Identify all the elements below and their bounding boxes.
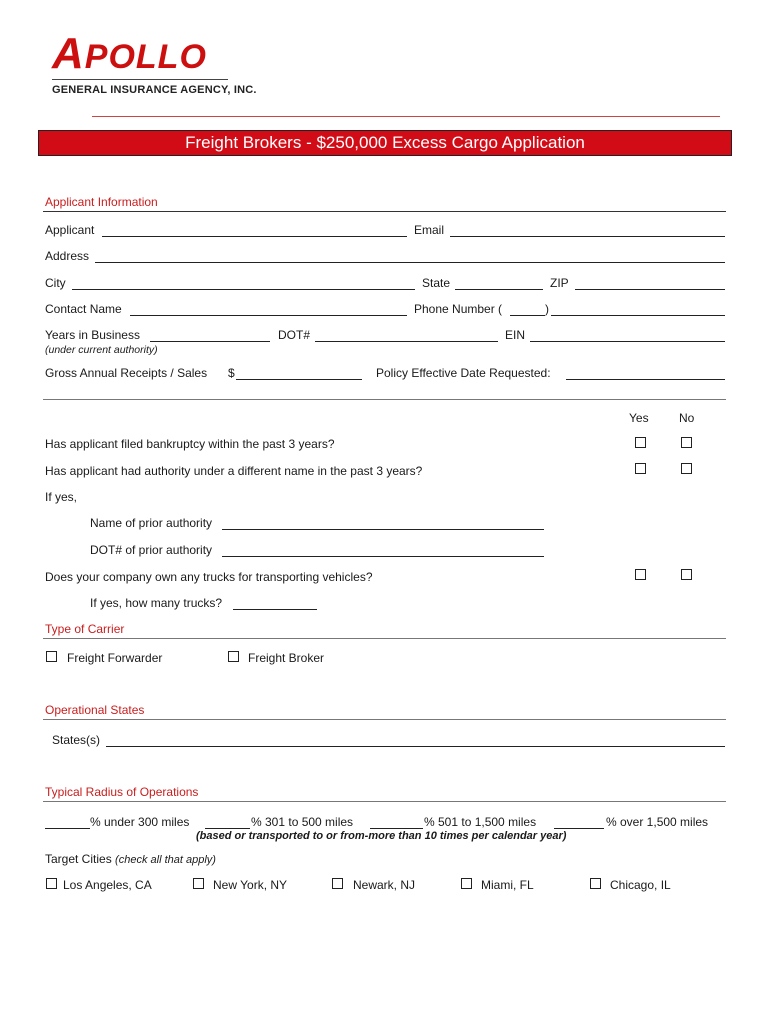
- city-newark-checkbox[interactable]: [332, 878, 343, 889]
- dot-field[interactable]: [315, 341, 498, 342]
- contact-name-field[interactable]: [130, 315, 407, 316]
- logo-subtitle: GENERAL INSURANCE AGENCY, INC.: [52, 84, 257, 96]
- section-rule: [43, 801, 726, 802]
- city-new-york-label: New York, NY: [213, 878, 288, 892]
- own-trucks-no-checkbox[interactable]: [681, 569, 692, 580]
- gross-receipts-label: Gross Annual Receipts / Sales: [45, 366, 208, 380]
- address-field[interactable]: [95, 262, 725, 263]
- r501-1500-label: % 501 to 1,500 miles: [424, 815, 537, 829]
- over-1500-label: % over 1,500 miles: [606, 815, 709, 829]
- freight-forwarder-label: Freight Forwarder: [67, 651, 163, 665]
- section-applicant-information: Applicant Information: [45, 195, 158, 209]
- other-name-no-checkbox[interactable]: [681, 463, 692, 474]
- section-rule: [43, 719, 726, 720]
- contact-name-label: Contact Name: [45, 302, 122, 316]
- under-authority-note: (under current authority): [45, 344, 158, 356]
- city-miami-label: Miami, FL: [481, 878, 534, 892]
- section-rule: [43, 638, 726, 639]
- ein-field[interactable]: [530, 341, 725, 342]
- prior-dot-label: DOT# of prior authority: [90, 543, 213, 557]
- how-many-trucks-field[interactable]: [233, 609, 317, 610]
- city-field[interactable]: [72, 289, 415, 290]
- city-new-york-checkbox[interactable]: [193, 878, 204, 889]
- dot-label: DOT#: [278, 328, 311, 342]
- city-label: City: [45, 276, 66, 290]
- city-chicago-checkbox[interactable]: [590, 878, 601, 889]
- freight-forwarder-checkbox[interactable]: [46, 651, 57, 662]
- no-column-header: No: [679, 411, 695, 425]
- form-title: Freight Brokers - $250,000 Excess Cargo Application: [185, 133, 585, 152]
- over-1500-field[interactable]: [554, 828, 604, 829]
- other-name-yes-checkbox[interactable]: [635, 463, 646, 474]
- phone-area-code-field[interactable]: [510, 315, 545, 316]
- zip-label: ZIP: [550, 276, 569, 290]
- city-miami-checkbox[interactable]: [461, 878, 472, 889]
- how-many-trucks-label: If yes, how many trucks?: [90, 596, 223, 610]
- email-field[interactable]: [450, 236, 725, 237]
- city-los-angeles-label: Los Angeles, CA: [63, 878, 152, 892]
- prior-name-field[interactable]: [222, 529, 544, 530]
- logo-first-letter: A: [52, 29, 85, 78]
- own-trucks-yes-checkbox[interactable]: [635, 569, 646, 580]
- apollo-logo: [52, 29, 207, 78]
- logo-rule: [52, 79, 228, 80]
- policy-date-field[interactable]: [566, 379, 725, 380]
- section-type-of-carrier: Type of Carrier: [45, 622, 125, 636]
- r301-500-label: % 301 to 500 miles: [251, 815, 354, 829]
- years-in-business-field[interactable]: [150, 341, 270, 342]
- under-300-field[interactable]: [45, 828, 90, 829]
- bankruptcy-question: Has applicant filed bankruptcy within the past 3 years?: [45, 437, 335, 451]
- r501-1500-field[interactable]: [370, 828, 423, 829]
- phone-label: Phone Number (: [414, 302, 503, 316]
- prior-name-label: Name of prior authority: [90, 516, 213, 530]
- gross-receipts-field[interactable]: [236, 379, 362, 380]
- phone-close-paren: ): [545, 302, 549, 316]
- city-chicago-label: Chicago, IL: [610, 878, 671, 892]
- applicant-label: Applicant: [45, 223, 95, 237]
- ein-label: EIN: [505, 328, 526, 342]
- under-300-label: % under 300 miles: [90, 815, 190, 829]
- check-all-note: (check all that apply): [115, 854, 216, 866]
- logo-rest: POLLO: [84, 38, 207, 76]
- prior-dot-field[interactable]: [222, 556, 544, 557]
- section-rule: [43, 399, 726, 400]
- states-field[interactable]: [106, 746, 725, 747]
- states-label: States(s): [52, 733, 101, 747]
- city-newark-label: Newark, NJ: [353, 878, 416, 892]
- phone-number-field[interactable]: [551, 315, 725, 316]
- target-cities-text: Target Cities: [45, 852, 112, 866]
- if-yes-label: If yes,: [45, 490, 78, 504]
- years-in-business-label: Years in Business: [45, 328, 140, 342]
- state-field[interactable]: [455, 289, 543, 290]
- section-typical-radius: Typical Radius of Operations: [45, 785, 199, 799]
- radius-note: (based or transported to or from-more than 10 times per calendar year): [196, 830, 567, 842]
- yes-column-header: Yes: [629, 411, 649, 425]
- form-title-bar: [38, 130, 732, 156]
- email-label: Email: [414, 223, 445, 237]
- target-cities-label: [45, 852, 216, 866]
- applicant-field[interactable]: [102, 236, 407, 237]
- policy-date-label: Policy Effective Date Requested:: [376, 366, 551, 380]
- zip-field[interactable]: [575, 289, 725, 290]
- section-rule: [43, 211, 726, 212]
- r301-500-field[interactable]: [205, 828, 250, 829]
- bankruptcy-no-checkbox[interactable]: [681, 437, 692, 448]
- other-name-question: Has applicant had authority under a different name in the past 3 years?: [45, 464, 423, 478]
- freight-broker-label: Freight Broker: [248, 651, 325, 665]
- dollar-sign: $: [228, 366, 235, 380]
- freight-broker-checkbox[interactable]: [228, 651, 239, 662]
- city-los-angeles-checkbox[interactable]: [46, 878, 57, 889]
- own-trucks-question: Does your company own any trucks for transporting vehicles?: [45, 570, 373, 584]
- address-label: Address: [45, 249, 90, 263]
- state-label: State: [422, 276, 451, 290]
- bankruptcy-yes-checkbox[interactable]: [635, 437, 646, 448]
- header-divider: [92, 116, 720, 117]
- section-operational-states: Operational States: [45, 703, 145, 717]
